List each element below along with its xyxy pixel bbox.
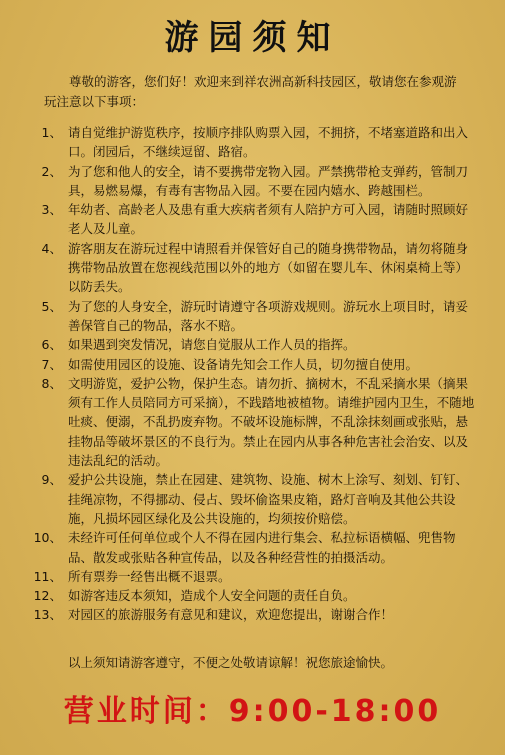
rule-item <box>28 528 478 567</box>
rule-number: 8、 <box>41 375 62 391</box>
closing-note: 以上须知请游客遵守，不便之处敬请谅解！祝您旅途愉快。 <box>68 655 394 670</box>
rule-text: 所有票券一经售出概不退票。 <box>68 568 231 584</box>
rules-list <box>28 123 478 625</box>
rule-text: 游客朋友在游玩过程中请照看并保管好自己的随身携带物品，请勿将随身携带物品放置在您视线范围以外的地方（如留在婴儿车、休闲桌椅上等）以防丢失。 <box>68 240 469 295</box>
rule-item <box>28 470 478 528</box>
rule-number: 11、 <box>33 568 62 584</box>
rule-text: 对园区的旅游服务有意见和建议，欢迎您提出，谢谢合作！ <box>68 607 394 623</box>
opening-hours: 营业时间：9:00-18:00 <box>63 694 442 729</box>
rule-item <box>28 162 478 201</box>
rule-text: 如果遇到突发情况，请您自觉服从工作人员的指挥。 <box>68 337 356 353</box>
rule-item <box>28 586 478 605</box>
rule-number: 4、 <box>41 240 62 256</box>
rule-text: 请自觉维护游览秩序，按顺序排队购票入园，不拥挤，不堵塞道路和出入口。闭园后，不继续逗留、路宿。 <box>68 125 469 160</box>
rule-text: 如需使用园区的设施、设备请先知会工作人员，切勿擅自使用。 <box>68 356 419 372</box>
rule-item <box>28 239 478 297</box>
rule-number: 6、 <box>41 337 62 353</box>
rule-item <box>28 123 478 162</box>
rule-item <box>28 335 478 354</box>
rule-text: 为了您的人身安全，游玩时请遵守各项游戏规则。游玩水上项目时，请妥善保管自己的物品，落水不赔。 <box>68 298 469 333</box>
rule-text: 如游客违反本须知，造成个人安全问题的责任自负。 <box>68 588 356 604</box>
rule-item <box>28 355 478 374</box>
rule-text: 未经许可任何单位或个人不得在园内进行集会、私拉标语横幅、兜售物品、散发或张贴各种宣传品，以及各种经营性的拍摄活动。 <box>68 530 456 565</box>
intro-paragraph: 尊敬的游客，您们好！欢迎来到祥农洲高新科技园区，敬请您在参观游玩注意以下事项： <box>44 74 457 109</box>
rule-text: 文明游览，爱护公物，保护生态。请勿折、摘树木，不乱采摘水果（摘果须有工作人员陪同方可采摘），不践踏地被植物。请维护园内卫生，不随地吐痰、便溺，不乱扔废弃物。不破坏设施标牌，不乱涂抹刻画或张贴，悬挂物品等破坏景区的不良行为。禁止在园内从事各种危害社会治安、以及违法乱纪的活动。 <box>68 375 475 469</box>
rule-text: 爱护公共设施，禁止在园建、建筑物、设施、树木上涂写、刻划、钉钉、挂绳凉物，不得挪动、侵占、毁坏偷盗果皮箱，路灯音响及其他公共设施，凡损坏园区绿化及公共设施的，均须按价赔偿。 <box>68 472 469 526</box>
rule-number: 2、 <box>41 163 62 179</box>
page-title: 游园须知 <box>164 18 341 58</box>
rule-number: 9、 <box>41 472 62 488</box>
rule-item <box>28 567 478 586</box>
rule-number: 5、 <box>41 298 62 314</box>
rule-item <box>28 297 478 336</box>
rule-item <box>28 200 478 239</box>
rule-item <box>28 374 478 470</box>
rule-number: 3、 <box>41 202 62 218</box>
rule-number: 13、 <box>33 607 62 623</box>
rule-number: 12、 <box>33 588 62 604</box>
rule-number: 1、 <box>41 125 62 140</box>
rule-item <box>28 605 478 624</box>
rule-text: 年幼者、高龄老人及患有重大疾病者须有人陪护方可入园，请随时照顾好老人及儿童。 <box>68 202 469 237</box>
rule-text: 为了您和他人的安全，请不要携带宠物入园。严禁携带枪支弹药，管制刀具，易燃易爆，有毒有害物品入园。不要在园内嬉水、跨越围栏。 <box>68 163 469 198</box>
rule-number: 10、 <box>33 530 62 546</box>
rule-number: 7、 <box>41 356 62 372</box>
